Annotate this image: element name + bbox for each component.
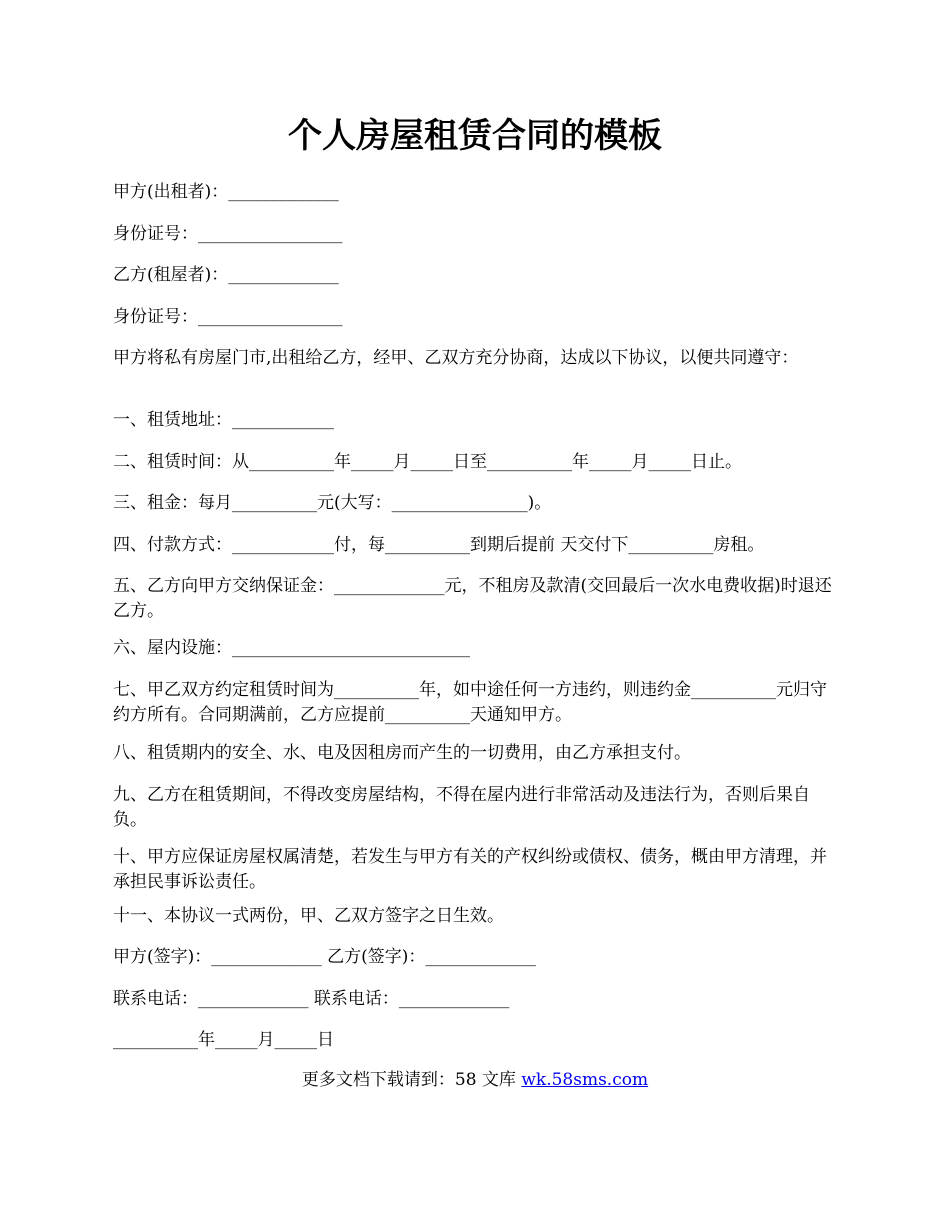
footer: [0, 1068, 950, 1093]
party-b-lessee-line: 乙方(租屋者)：_____________: [113, 265, 339, 285]
clause-5-deposit: 五、乙方向甲方交纳保证金：_____________元，不租房及款清(交回最后一次水电费收据)时退还乙方。: [113, 576, 832, 621]
party-a-id-line: 身份证号：_________________: [113, 224, 343, 244]
clause-3-rent: 三、租金：每月__________元(大写：________________)。: [113, 493, 552, 513]
footer-text: 更多文档下载请到：58 文库: [301, 1070, 522, 1090]
party-a-lessor-line: 甲方(出租者)：_____________: [113, 182, 339, 202]
clause-6-facilities: 六、屋内设施：____________________________: [113, 638, 470, 658]
document-title: 个人房屋租赁合同的模板: [288, 116, 662, 156]
clause-11-effect: 十一、本协议一式两份，甲、乙双方签字之日生效。: [113, 906, 504, 926]
clause-10-ownership: 十、甲方应保证房屋权属清楚，若发生与甲方有关的产权纠纷或债权、债务，概由甲方清理，并承担民事诉讼责任。: [113, 847, 827, 892]
signature-line: 甲方(签字)：_____________ 乙方(签字)：_____________: [113, 947, 536, 967]
contact-phone-line: 联系电话：_____________ 联系电话：_____________: [113, 989, 510, 1009]
clause-8-expenses: 八、租赁期内的安全、水、电及因租房而产生的一切费用，由乙方承担支付。: [113, 743, 691, 763]
clause-7-breach: 七、甲乙双方约定租赁时间为__________年，如中途任何一方违约，则违约金__________元归守约方所有。合同期满前，乙方应提前__________天通知甲方。: [113, 680, 827, 725]
date-line: __________年_____月_____日: [113, 1030, 334, 1050]
clause-4-payment: 四、付款方式：____________付，每__________到期后提前 天交付下__________房租。: [113, 535, 765, 555]
clause-2-period: 二、租赁时间：从__________年_____月_____日至__________年_____月_____日止。: [113, 452, 742, 472]
footer-link[interactable]: wk.58sms.com: [521, 1070, 649, 1090]
preamble-paragraph: 甲方将私有房屋门市,出租给乙方，经甲、乙双方充分协商，达成以下协议，以便共同遵守：: [113, 348, 799, 368]
party-b-id-line: 身份证号：_________________: [113, 307, 343, 327]
clause-1-address: 一、租赁地址：____________: [113, 410, 334, 430]
clause-9-structure: 九、乙方在租赁期间，不得改变房屋结构，不得在屋内进行非常活动及违法行为，否则后果自负。: [113, 785, 810, 830]
